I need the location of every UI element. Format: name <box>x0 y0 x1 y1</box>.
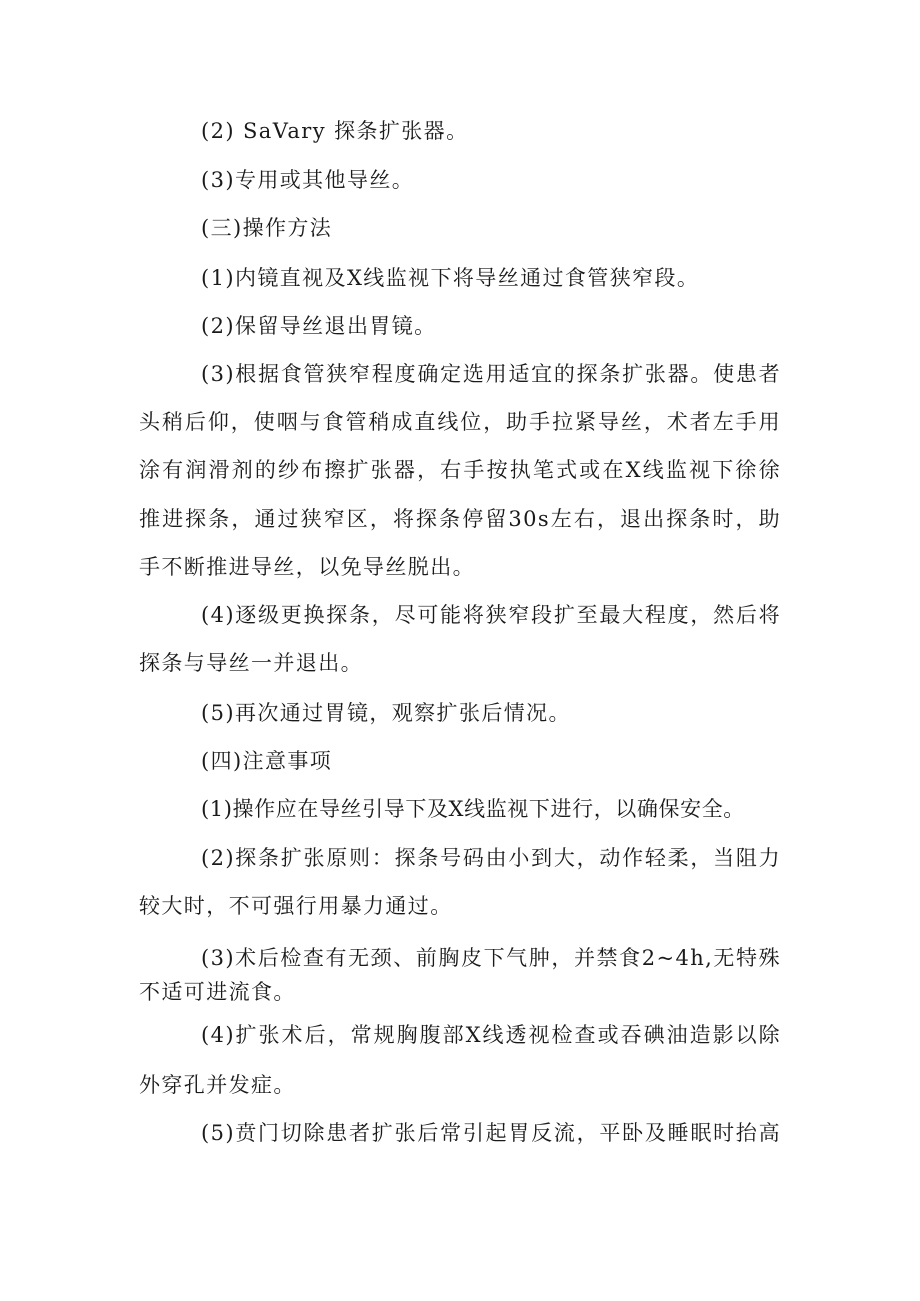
text-line: (4)扩张术后，常规胸腹部X线透视检查或吞碘油造影以除 <box>201 1023 781 1047</box>
text-line: (2)保留导丝退出胃镜。 <box>201 314 437 338</box>
text-line: (3)术后检查有无颈、前胸皮下气肿，并禁食2~4h,无特殊 <box>201 946 781 970</box>
text-line: (3)专用或其他导丝。 <box>201 168 415 192</box>
text-line: 涂有润滑剂的纱布擦扩张器，右手按执笔式或在X线监视下徐徐 <box>139 458 781 482</box>
text-line: (5)贲门切除患者扩张后常引起胃反流，平卧及睡眠时抬高 <box>201 1121 781 1145</box>
text-line: 探条与导丝一并退出。 <box>139 651 363 675</box>
text-line: 不适可进流食。 <box>139 980 296 1004</box>
text-line: (5)再次通过胃镜，观察扩张后情况。 <box>201 701 571 725</box>
section-heading: (三)操作方法 <box>201 216 333 240</box>
text-line: 头稍后仰，使咽与食管稍成直线位，助手拉紧导丝，术者左手用 <box>139 410 781 434</box>
text-line: (1)操作应在导丝引导下及X线监视下进行，以确保安全。 <box>201 797 745 821</box>
text-line: 推进探条，通过狭窄区，将探条停留30s左右，退出探条时，助 <box>139 507 781 531</box>
text-line: 较大时，不可强行用暴力通过。 <box>139 894 453 918</box>
text-line: 外穿孔并发症。 <box>139 1073 296 1097</box>
text-line: (1)内镜直视及X线监视下将导丝通过食管狭窄段。 <box>201 266 700 290</box>
text-line: 手不断推进导丝，以免导丝脱出。 <box>139 555 475 579</box>
text-line: (2) SaVary 探条扩张器。 <box>201 119 469 143</box>
text-line: (2)探条扩张原则：探条号码由小到大，动作轻柔，当阻力 <box>201 846 781 870</box>
text-line: (4)逐级更换探条，尽可能将狭窄段扩至最大程度，然后将 <box>201 603 781 627</box>
section-heading: (四)注意事项 <box>201 749 333 773</box>
text-line: (3)根据食管狭窄程度确定选用适宜的探条扩张器。使患者 <box>201 362 781 386</box>
